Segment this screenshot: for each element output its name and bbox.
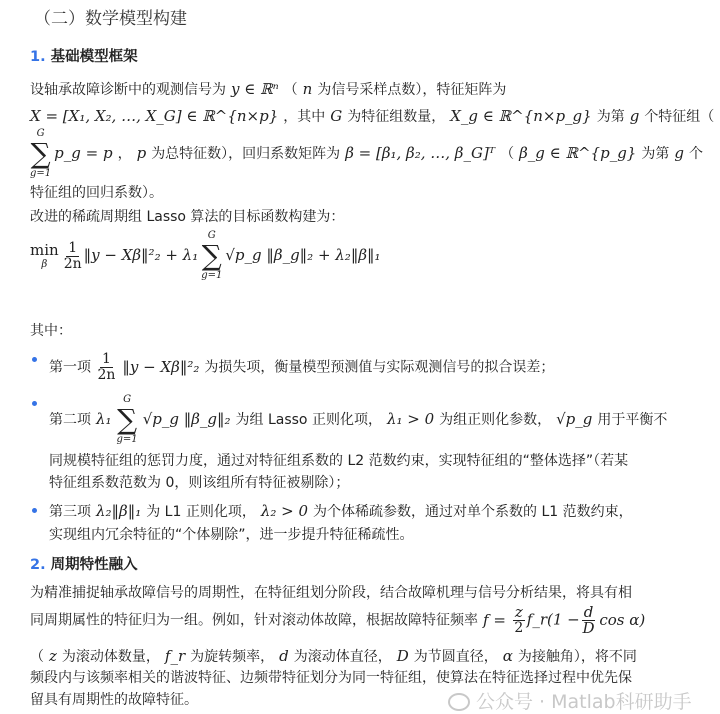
para2-line3 (30, 646, 637, 667)
math-expression: ‖y − Xβ‖²₂ + λ₁ (83, 246, 199, 264)
math-expression: cos α) (599, 610, 646, 629)
summation (30, 241, 59, 271)
math-expression: d (583, 603, 594, 621)
math-expression: f_r(1 − (526, 610, 580, 629)
math-expression: G (330, 107, 343, 125)
math-expression: D (396, 647, 409, 665)
math-expression: β_g ∈ ℝ^{p_g} (519, 144, 637, 162)
text-segment: 为组正则化参数， (439, 412, 552, 428)
text-segment: 第一项 (49, 359, 91, 376)
text-segment: 为第 (641, 146, 670, 162)
text-segment: 为节圆直径， (413, 649, 498, 665)
text-segment: 为 L1 正则化项， (146, 504, 256, 520)
summation (30, 128, 51, 180)
summation: ∑ (117, 403, 138, 436)
math-expression: √p_g ‖β_g‖₂ (142, 410, 231, 428)
math-expression: g=1 (116, 434, 138, 445)
math-expression: D (582, 619, 595, 637)
text-segment: 2n (63, 255, 82, 272)
math-expression: ‖y − Xβ‖²₂ (122, 357, 200, 376)
para1-line3 (30, 128, 703, 180)
text-segment: 为组 Lasso 正则化项， (235, 412, 382, 428)
fraction (582, 605, 596, 636)
text-segment: 为第 (596, 109, 625, 125)
text-segment: 第三项 (49, 504, 91, 520)
math-expression: α (502, 647, 513, 665)
math-expression: g (674, 144, 684, 162)
math-expression: G (123, 394, 132, 405)
text-segment: 2n (97, 367, 116, 383)
para2-line5: 留具有周期性的故障特征。 (30, 692, 198, 708)
para1-line2 (30, 106, 714, 127)
text-segment: 第二项 (49, 412, 91, 428)
text-segment: （ (30, 649, 44, 665)
math-expression: z (49, 647, 57, 665)
text-segment: 为个体稀疏参数，通过对单个系数的 L1 范数约束， (313, 504, 633, 520)
text-segment: 为信号采样点数），特征矩阵为 (317, 82, 507, 98)
heading-text: 周期特性融入 (50, 557, 138, 573)
subsection-heading-1 (30, 47, 138, 67)
text-segment: 1 (68, 239, 78, 256)
math-expression: λ₂‖β‖₁ (96, 502, 142, 520)
bullet-icon (32, 401, 37, 406)
math-expression: p (136, 144, 147, 162)
text-segment: 个 (688, 146, 703, 162)
para1-line4: 特征组的回归系数）。 (30, 185, 163, 201)
fraction (513, 605, 525, 636)
text-segment: ，其中 (283, 109, 326, 125)
objective-intro: 改进的稀疏周期组 Lasso 算法的目标函数构建为： (30, 209, 345, 225)
math-expression: β (41, 259, 48, 270)
text-segment: 设轴承故障诊断中的观测信号为 (30, 82, 226, 98)
math-expression: n (302, 80, 313, 98)
math-expression: X = [X₁, X₂, …, X_G] ∈ ℝ^{n×p} (30, 107, 279, 125)
math-expression: g=1 (30, 168, 52, 179)
para2-line2 (30, 605, 650, 636)
text-segment: 为旋转频率， (190, 649, 275, 665)
math-expression: g (629, 107, 640, 125)
summation (117, 394, 138, 446)
watermark-text: 公众号 · Matlab科研助手 (476, 691, 692, 713)
text-segment: ， (117, 146, 132, 162)
watermark (448, 691, 692, 713)
objective-formula (30, 230, 381, 282)
text-segment: 2 (514, 620, 524, 636)
math-expression: y ∈ ℝⁿ (231, 80, 279, 98)
bullet-icon (32, 357, 37, 362)
wechat-icon (448, 693, 470, 711)
bullet-item-2-line2: 同规模特征组的惩罚力度，通过对特征组系数的 L2 范数约束，实现特征组的“整体选择”（若某 (49, 453, 629, 469)
bullet-icon (32, 508, 37, 513)
bullet-item-2 (49, 394, 667, 446)
math-expression: X_g ∈ ℝ^{n×p_g} (450, 107, 592, 125)
math-expression: √p_g ‖β_g‖₂ + λ₂‖β‖₁ (225, 246, 381, 264)
text-segment: 为特征组数量， (347, 109, 446, 125)
math-expression: λ₁ (96, 410, 112, 428)
text-segment: min (30, 241, 59, 259)
math-expression: G (36, 128, 45, 139)
text-segment: 同周期属性的特征归为一组。例如，针对滚动体故障，根据故障特征频率 (30, 612, 478, 629)
para2-line4: 频段内与该频率相关的谐波特征、边频带特征划分为同一特征组，使算法在特征选择过程中优先保 (30, 670, 632, 686)
fraction (97, 352, 115, 383)
section-title: （二）数学模型构建 (34, 9, 187, 29)
summation (201, 230, 222, 282)
fraction (64, 241, 82, 272)
text-segment: 为接触角），将不同 (517, 649, 637, 665)
text-segment: （ (283, 82, 298, 98)
math-expression: λ₂ > 0 (260, 502, 308, 520)
math-expression: d (279, 647, 289, 665)
text-segment: 为滚动体数量， (61, 649, 160, 665)
math-expression: f_r (164, 647, 186, 665)
heading-text: 基础模型框架 (50, 49, 138, 65)
math-expression: z (514, 603, 523, 621)
text-segment: 个特征组（ (644, 109, 715, 125)
heading-number: 2. (30, 557, 46, 573)
text-segment: （ (500, 146, 515, 162)
math-expression: λ₁ > 0 (386, 410, 435, 428)
text-segment: 为损失项，衡量模型预测值与实际观测信号的拟合误差； (204, 359, 555, 376)
math-expression: f = (483, 610, 506, 629)
text-segment: 1 (101, 351, 111, 367)
math-expression: √p_g (556, 410, 593, 428)
summation: ∑ (201, 239, 222, 272)
subsection-heading-2 (30, 555, 138, 575)
para1-line1 (30, 79, 506, 100)
text-segment: 为滚动体直径， (293, 649, 392, 665)
where-label: 其中： (30, 323, 72, 339)
bullet-item-3-line2: 实现组内冗余特征的“个体剔除”，进一步提升特征稀疏性。 (49, 527, 414, 543)
math-expression: β = [β₁, β₂, …, β_G]ᵀ (345, 144, 496, 162)
math-expression: g=1 (201, 270, 223, 281)
heading-number: 1. (30, 49, 46, 65)
math-expression: G (207, 230, 216, 241)
bullet-item-1 (49, 352, 554, 383)
para2-line1: 为精准捕捉轴承故障信号的周期性，在特征组划分阶段，结合故障机理与信号分析结果，将具有相 (30, 585, 632, 601)
bullet-item-3 (49, 501, 633, 522)
math-expression: p_g = p (54, 144, 113, 162)
text-segment: 用于平衡不 (597, 412, 668, 428)
bullet-item-2-line3: 特征组系数范数为 0，则该组所有特征被剔除）； (49, 475, 350, 491)
summation: ∑ (30, 137, 51, 170)
text-segment: 为总特征数），回归系数矩阵为 (151, 146, 341, 162)
